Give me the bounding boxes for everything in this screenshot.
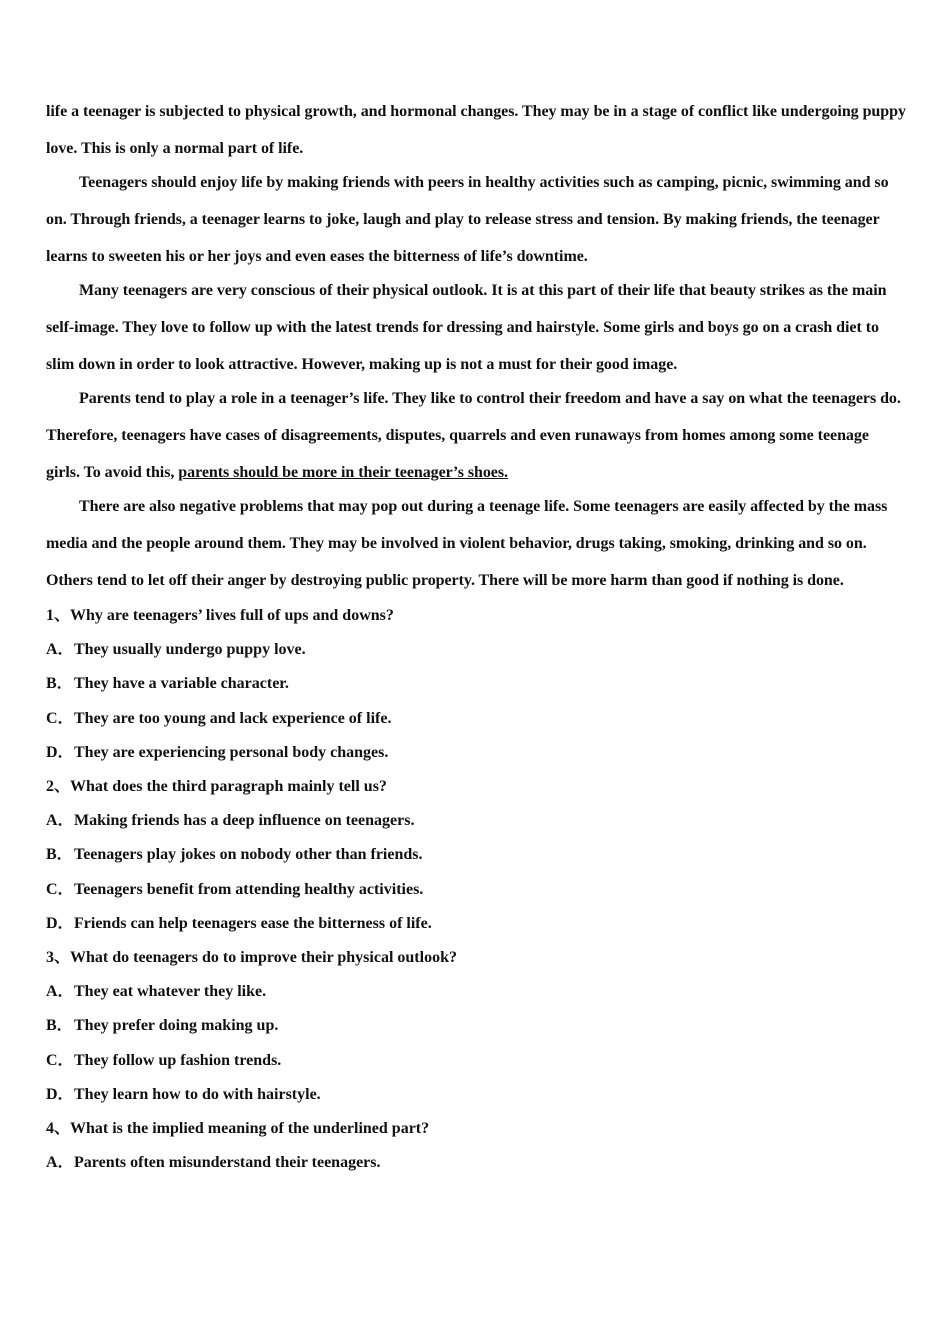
option-letter: C． — [46, 709, 74, 727]
option-a — [46, 1146, 906, 1180]
question-4 — [46, 1112, 906, 1180]
option-letter: B． — [46, 675, 73, 693]
option-b — [46, 667, 906, 701]
option-letter: D． — [46, 743, 74, 761]
option-text: They have a variable character. — [74, 675, 289, 693]
option-letter: A． — [46, 983, 74, 1001]
option-letter: B． — [46, 1017, 73, 1035]
passage-paragraph-3: Many teenagers are very conscious of their physical outlook. It is at this part of their life that beauty strikes as the main self-image. They love to follow up with the latest trends for dressing and hairstyle. Some girls and boys go on a crash diet to slim down in order to look attractive. However, making up is not a must for their good image. — [46, 282, 887, 373]
underlined-phrase: parents should be more in their teenager’s shoes. — [178, 464, 508, 481]
option-letter: D． — [46, 1085, 74, 1103]
option-text: They learn how to do with hairstyle. — [74, 1085, 321, 1103]
option-b — [46, 1009, 906, 1043]
option-letter: C． — [46, 1051, 74, 1069]
paragraph-4-text: Parents tend to play a role in a teenager’s life. They like to control their freedom and have a say on what the teenagers do. Therefore, teenagers have cases of disagreements, disputes, quarrels and even runaways from homes among some teenage girls. To avoid this, — [46, 390, 901, 481]
passage-paragraph-4 — [46, 380, 906, 491]
question-stem: 3、What do teenagers do to improve their physical outlook? — [46, 949, 457, 967]
option-d — [46, 907, 906, 941]
document-page — [46, 93, 906, 1180]
option-text: Teenagers benefit from attending healthy activities. — [74, 880, 424, 898]
option-letter: C． — [46, 880, 74, 898]
option-a — [46, 975, 906, 1009]
passage-paragraph-1: life a teenager is subjected to physical growth, and hormonal changes. They may be in a stage of conflict like undergoing puppy love. This is only a normal part of life. — [46, 103, 906, 157]
question-stem: 1、Why are teenagers’ lives full of ups and downs? — [46, 607, 394, 624]
option-text: Parents often misunderstand their teenagers. — [74, 1154, 381, 1172]
option-text: They prefer doing making up. — [74, 1017, 279, 1035]
option-text: Friends can help teenagers ease the bitterness of life. — [74, 914, 432, 932]
option-b — [46, 838, 906, 872]
option-text: Making friends has a deep influence on teenagers. — [74, 812, 415, 830]
option-c — [46, 1044, 906, 1078]
option-text: They are too young and lack experience of life. — [74, 709, 392, 727]
option-c — [46, 873, 906, 907]
question-2 — [46, 770, 906, 941]
question-1 — [46, 599, 906, 770]
option-text: They usually undergo puppy love. — [74, 641, 306, 659]
question-stem: 2、What does the third paragraph mainly tell us? — [46, 778, 387, 796]
option-text: They follow up fashion trends. — [74, 1051, 282, 1069]
option-c — [46, 702, 906, 736]
option-text: Teenagers play jokes on nobody other than friends. — [74, 846, 423, 864]
option-a — [46, 804, 906, 838]
option-letter: A． — [46, 812, 74, 830]
option-text: They eat whatever they like. — [74, 983, 267, 1001]
option-a — [46, 633, 906, 667]
question-stem: 4、What is the implied meaning of the underlined part? — [46, 1120, 430, 1138]
option-letter: B． — [46, 846, 73, 864]
option-letter: D． — [46, 914, 74, 932]
passage-paragraph-2: Teenagers should enjoy life by making friends with peers in healthy activities such as camping, picnic, swimming and so on. Through friends, a teenager learns to joke, laugh and play to release stress and tension. By making friends, the teenager learns to sweeten his or her joys and even eases the bitterness of life’s downtime. — [46, 174, 889, 265]
question-3 — [46, 941, 906, 1112]
option-letter: A． — [46, 641, 74, 659]
option-d — [46, 1078, 906, 1112]
passage-paragraph-5: There are also negative problems that may pop out during a teenage life. Some teenagers are easily affected by the mass media and the people around them. They may be involved in violent behavior, drugs taking, smoking, drinking and so on. Others tend to let off their anger by destroying public property. There will be more harm than good if nothing is done. — [46, 498, 888, 589]
option-letter: A． — [46, 1154, 74, 1172]
option-d — [46, 736, 906, 770]
option-text: They are experiencing personal body changes. — [74, 743, 389, 761]
